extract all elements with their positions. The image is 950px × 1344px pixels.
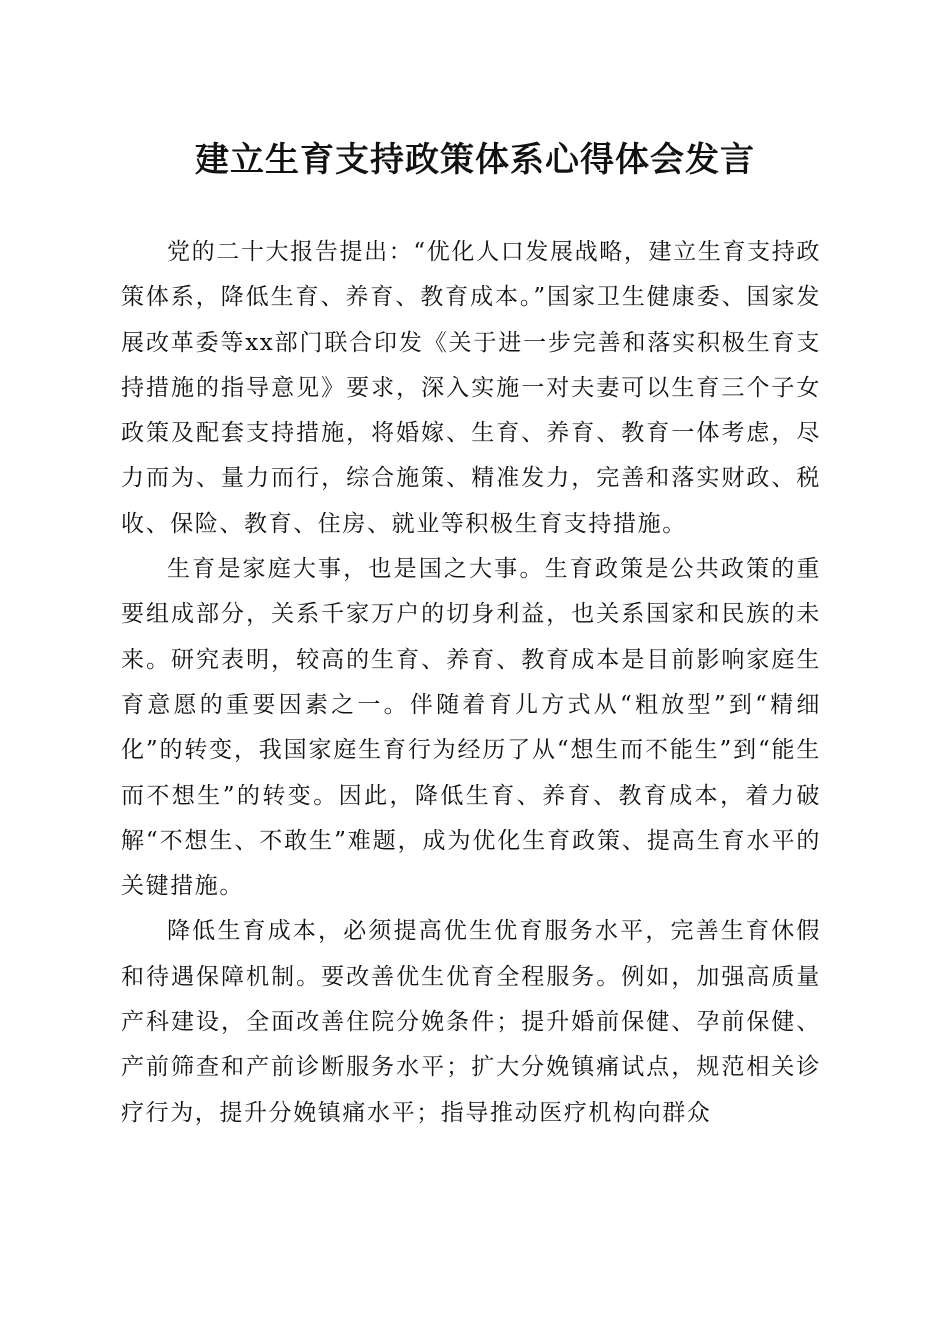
paragraph-2: 生育是家庭大事，也是国之大事。生育政策是公共政策的重要组成部分，关系千家万户的切身利益，也关系国家和民族的未来。研究表明，较高的生育、养育、教育成本是目前影响家庭生育意愿的重要因素之一。伴随着育儿方式从“粗放型”到“精细化”的转变，我国家庭生育行为经历了从“想生而不能生”到“能生而不想生”的转变。因此，降低生育、养育、教育成本，着力破解“不想生、不敢生”难题，成为优化生育政策、提高生育水平的关键措施。 bbox=[121, 556, 821, 900]
document-body bbox=[121, 230, 821, 1136]
document-title: 建立生育支持政策体系心得体会发言 bbox=[195, 140, 755, 180]
paragraph-1: 党的二十大报告提出：“优化人口发展战略，建立生育支持政策体系，降低生育、养育、教育成本。”国家卫生健康委、国家发展改革委等xx部门联合印发《关于进一步完善和落实积极生育支持措施的指导意见》要求，深入实施一对夫妻可以生育三个子女政策及配套支持措施，将婚嫁、生育、养育、教育一体考虑，尽力而为、量力而行，综合施策、精准发力，完善和落实财政、税收、保险、教育、住房、就业等积极生育支持措施。 bbox=[121, 239, 821, 537]
paragraph-3: 降低生育成本，必须提高优生优育服务水平，完善生育休假和待遇保障机制。要改善优生优育全程服务。例如，加强高质量产科建设，全面改善住院分娩条件；提升婚前保健、孕前保健、产前筛查和产前诊断服务水平；扩大分娩镇痛试点，规范相关诊疗行为，提升分娩镇痛水平；指导推动医疗机构向群众 bbox=[121, 918, 821, 1126]
